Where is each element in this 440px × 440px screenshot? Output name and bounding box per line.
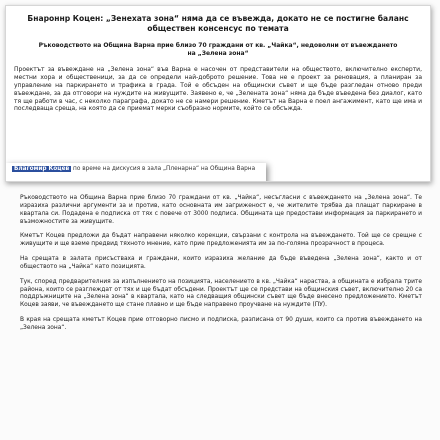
paragraph-3: На срещата в залата присъстваха и граждани, които изразиха желание да бъде въведена „Зелена зона“, както и от обществото на „Чайка“ като позицията. bbox=[20, 256, 422, 270]
caption-highlight: Благомир Коцев bbox=[14, 166, 70, 172]
paragraph-4: Тук, според предварителния за изпълнението на позицията, населението в кв. „Чайка“ нараства, а общината е избрала трите района, които се разглеждат от тях и ще бъдат обсъдени. Проектът ще се представи на общинския съвет, включително 20 са поддръжниците на „Зелена зона“ в квартала, като на следващия общински съвет ще бъде внесено предложението. Кметът Коцев заяви, че въвеждането ще стане плавно и ще бъде направено проучване на нуждите (ПУ). bbox=[20, 278, 422, 309]
image-caption-overlay bbox=[6, 163, 266, 182]
article-title: Бнароннр Коцен: „Зенехата зона“ няма да се въвежда, докато не се постигне баланс обществен консенсус по темата bbox=[27, 14, 409, 33]
article-preview-card bbox=[5, 5, 431, 182]
article-intro: Проектът за въвеждане на „Зелена зона“ във Варна е насочен от представители на обществото, включително експерти, местни хора и общественици, за да се определи най-доброто решение. Това не е проект за реновация, а планиран за управление на паркирането и трафика в града. Той е обсъден на общински съвет и ще бъде разгледан отново преди въвеждане, за да отговори на нуждите на живущите. Заявено е, че „Зелената зона“ няма да бъде въведена без диалог, като тя ще работи в час, с неколко параграфа, докато не се намери решение. Кметът на Варна е поел ангажимент, като ще има и последваща среща, на която да се приемат мерки съобразно нормите, който се обсъжда. bbox=[14, 65, 422, 113]
article-body bbox=[20, 195, 422, 340]
paragraph-1: Ръководството на Община Варна прие близо 70 граждани от кв. „Чайка“, несъгласни с въвеждането на „Зелена зона“. Те изразиха различни аргументи за и против, като основната им загриженост е, че жителите трябва да плащат паркиране в квартала си. Подадена е подписка от тях с повече от 3000 подписа. Общината ще предостави информация за паркирането и възможностите за живущите. bbox=[20, 195, 422, 225]
paragraph-5: В края на срещата кметът Коцев прие отговорно писмо и подписка, разписана от 90 души, които са против въвеждането на „Зелена зона“. bbox=[20, 317, 422, 331]
caption-text: по време на дискусия в зала „Пленарна“ на Община Варна bbox=[73, 166, 256, 172]
article-subtitle: Ръководството на Община Варна прие близо 70 граждани от кв. „Чайка“, недоволни от въвеждането на „Зелена зона“ bbox=[38, 41, 398, 57]
paragraph-2: Кметът Коцев предложи да бъдат направени няколко корекции, свързани с контрола на въвеждането. Той ще се срещне с живущите и ще вземе предвид тяхното мнение, като прие предложенията им за по-голяма прозрачност в процеса. bbox=[20, 233, 422, 248]
